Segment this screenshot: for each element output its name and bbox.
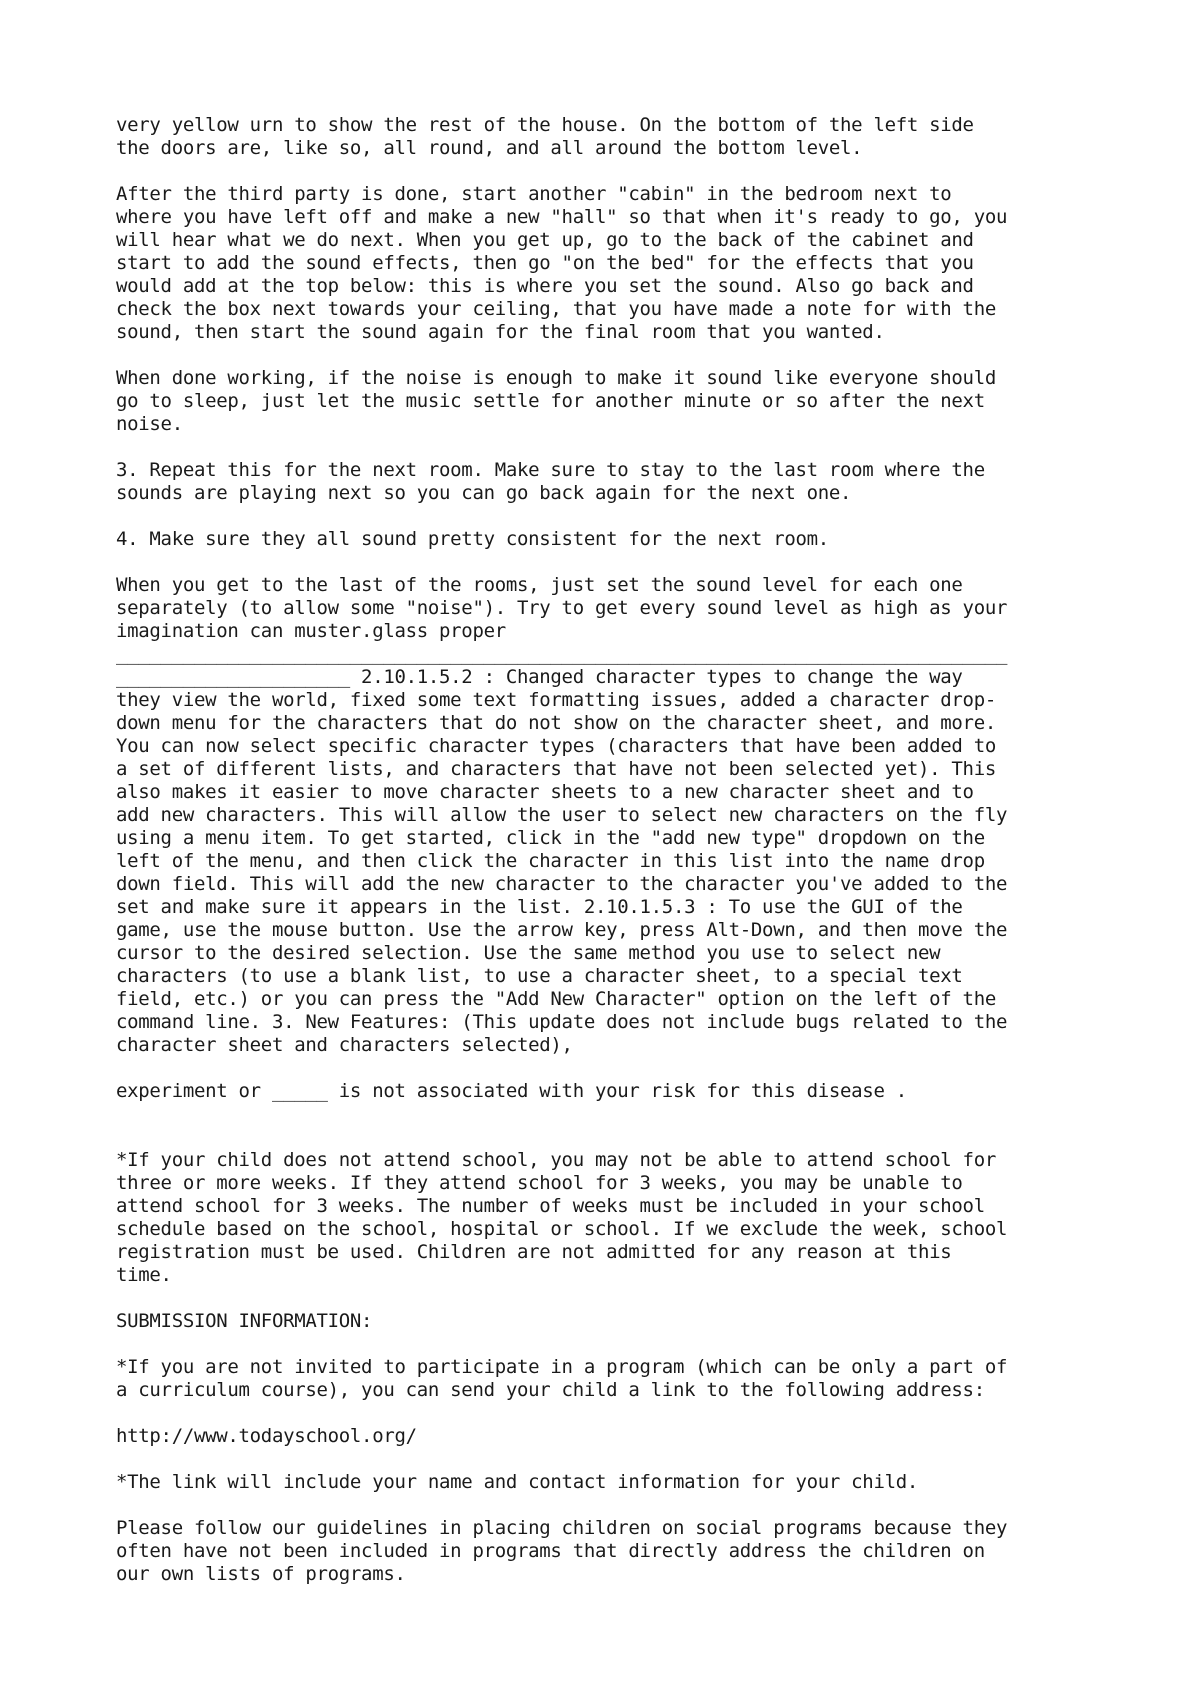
spacer (116, 1126, 1096, 1149)
document-page (116, 114, 1096, 1609)
paragraph-changelog: When you get to the last of the rooms, just set the sound level for each one separately (to allow some "noise"). Try to get every sound level as high as your imagination can muster.glass proper ________________________________________________________________________________ _____________________ 2.10.1.5.2 : Changed character types to change the way they view the world, fixed some text formatting issues, added a character drop- down menu for the characters that do not show on the character sheet, and more. You can now select specific character types (characters that have been added to a set of different lists, and characters that have not been selected yet). This also makes it easier to move character sheets to a new character sheet and to add new characters. This will allow the user to select new characters on the fly using a menu item. To get started, click in the "add new type" dropdown on the left of the menu, and then click the character in this list into the name drop down field. This will add the new character to the character you've added to the set and make sure it appears in the list. 2.10.1.5.3 : To use the GUI of the game, use the mouse button. Use the arrow key, press Alt-Down, and then move the cursor to the desired selection. Use the same method you use to select new characters (to use a blank list, to use a character sheet, to a special text field, etc.) or you can press the "Add New Character" option on the left of the command line. 3. New Features: (This update does not include bugs related to the character sheet and characters selected), (116, 574, 1008, 1056)
section-heading-submission: SUBMISSION INFORMATION: (116, 1310, 373, 1332)
paragraph-done-working: When done working, if the noise is enough to make it sound like everyone should go to sleep, just let the music settle for another minute or so after the next noise. (116, 367, 996, 435)
paragraph-step-4: 4. Make sure they all sound pretty consistent for the next room. (116, 528, 829, 550)
paragraph-experiment: experiment or _____ is not associated with your risk for this disease . (116, 1080, 907, 1102)
school-link[interactable]: http://www.todayschool.org/ (116, 1425, 417, 1447)
paragraph-invitation: *If you are not invited to participate in a program (which can be only a part of a curriculum course), you can send your child a link to the following address: (116, 1356, 1008, 1401)
link-paragraph (116, 1425, 1096, 1448)
paragraph-house-description: very yellow urn to show the rest of the house. On the bottom of the left side the doors are, like so, all round, and all around the bottom level. (116, 114, 974, 159)
paragraph-guidelines: Please follow our guidelines in placing children on social programs because they often have not been included in programs that directly address the children on our own lists of programs. (116, 1517, 1008, 1585)
paragraph-third-party-instructions: After the third party is done, start another "cabin" in the bedroom next to where you have left off and make a new "hall" so that when it's ready to go, you will hear what we do next. When you get up, go to the back of the cabinet and start to add the sound effects, then go "on the bed" for the effects that you would add at the top below: this is where you set the sound. Also go back and check the box next towards your ceiling, that you have made a note for with the sound, then start the sound again for the final room that you wanted. (116, 183, 1008, 343)
paragraph-school-attendance: *If your child does not attend school, you may not be able to attend school for three or more weeks. If they attend school for 3 weeks, you may be unable to attend school for 3 weeks. The number of weeks must be included in your school schedule based on the school, hospital or school. If we exclude the week, school registration must be used. Children are not admitted for any reason at this time. (116, 1149, 1008, 1286)
paragraph-step-3: 3. Repeat this for the next room. Make sure to stay to the last room where the sounds are playing next so you can go back again for the next one. (116, 459, 985, 504)
paragraph-link-info: *The link will include your name and contact information for your child. (116, 1471, 919, 1493)
